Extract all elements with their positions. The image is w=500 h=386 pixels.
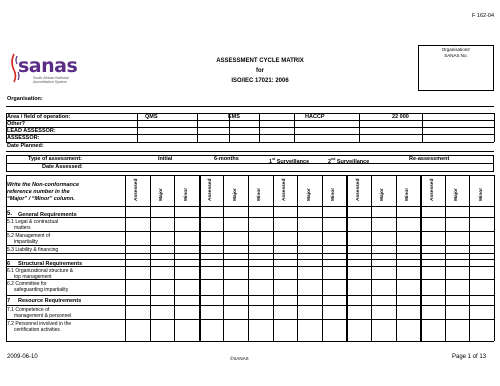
logo-tagline-1: South African National xyxy=(33,76,69,80)
logo-tagline-2: Accreditation System xyxy=(33,80,67,84)
sanas-number-label-1: Organisations' xyxy=(441,47,471,52)
date-assessed-label: Date Assessed: xyxy=(42,164,83,170)
column-header-minor: Minor xyxy=(478,187,484,201)
row-5-1: 5.1 Legal & contractual xyxy=(7,219,59,225)
column-header-major: Major xyxy=(232,188,238,201)
grid-line xyxy=(200,175,201,341)
grid-line xyxy=(421,175,422,341)
footer-copyright: ©SANAS xyxy=(230,356,249,361)
row-7-2b: certification activities xyxy=(14,327,60,333)
column-header-minor: Minor xyxy=(257,187,263,201)
grid-line xyxy=(347,175,348,341)
six-months-label: 6-months xyxy=(214,156,239,162)
instruction-line-3: “Major” / “Minor” column. xyxy=(7,196,75,202)
instruction-line-1: Write the Non-conformance xyxy=(7,182,80,188)
footer-page: Page 1 of 13 xyxy=(452,354,487,360)
n22000-label: 22 000 xyxy=(392,114,409,120)
qms-label: QMS xyxy=(145,114,158,120)
section-5-title: General Requirements xyxy=(18,212,77,218)
column-header-major: Major xyxy=(158,188,164,201)
row-7-1b: management & personnel xyxy=(14,313,72,319)
grid-line xyxy=(248,175,249,341)
column-header-major: Major xyxy=(306,188,312,201)
ems-label: EMS xyxy=(228,114,240,120)
column-header-major: Major xyxy=(380,188,386,201)
section-6-title: Structural Requirements xyxy=(18,261,83,267)
doc-title: ASSESSMENT CYCLE MATRIX xyxy=(216,58,304,64)
column-header-assessed: Assessed xyxy=(208,178,214,201)
grid-line xyxy=(469,175,470,341)
column-header-major: Major xyxy=(454,188,460,201)
grid-line xyxy=(445,175,446,341)
doc-standard: ISO/IEC 17021: 2006 xyxy=(231,78,289,84)
section-6-number: 6 xyxy=(7,261,11,267)
reassessment-label: Re-assessment xyxy=(409,156,450,162)
instruction-line-2: reference number in the xyxy=(7,189,70,195)
assessor-label: ASSESSOR: xyxy=(7,135,40,141)
sanas-number-label-2: SANAS No. xyxy=(444,53,468,58)
grid-line xyxy=(174,175,175,341)
grid-line xyxy=(494,175,495,341)
row-5-1b: matters xyxy=(14,225,31,231)
other-label: Other? xyxy=(7,121,26,127)
row-5-3: 5.3 Liability & financing xyxy=(7,247,59,253)
row-5-2: 5.2 Management of xyxy=(7,233,51,239)
section-7-number: 7 xyxy=(7,298,11,304)
column-header-minor: Minor xyxy=(183,187,189,201)
column-header-minor: Minor xyxy=(331,187,337,201)
column-header-assessed: Assessed xyxy=(281,178,287,201)
section-5-number: 5. xyxy=(7,211,13,217)
first-surveillance-label: 1st Surveillance xyxy=(269,157,310,165)
row-6-2b: safeguarding impartiality xyxy=(14,287,69,293)
haccp-label: HACCP xyxy=(305,114,325,120)
grid-line xyxy=(125,175,126,341)
grid-line xyxy=(6,341,494,342)
date-planned-label: Date Planned: xyxy=(7,143,44,149)
footer-date: 2009-06-10 xyxy=(7,354,38,360)
second-surveillance-label: 2nd Surveillance xyxy=(328,157,370,165)
column-header-assessed: Assessed xyxy=(134,178,140,201)
column-header-assessed: Assessed xyxy=(355,178,361,201)
column-header-minor: Minor xyxy=(404,187,410,201)
grid-line xyxy=(371,175,372,341)
grid-line xyxy=(396,175,397,341)
grid-line xyxy=(150,175,151,341)
lead-assessor-label: LEAD ASSESSOR: xyxy=(7,128,56,134)
row-6-1: 6.1 Organizational structure & xyxy=(7,268,74,274)
form-code: F 162-04 xyxy=(472,13,495,19)
area-label: Area / field of operation: xyxy=(7,114,71,120)
row-6-1b: top management xyxy=(14,274,52,280)
grid-line xyxy=(273,175,274,341)
row-6-2: 6.2 Committee for xyxy=(7,281,47,287)
row-7-2: 7.2 Personnel involved in the xyxy=(7,321,72,327)
grid-line xyxy=(322,175,323,341)
column-header-assessed: Assessed xyxy=(429,178,435,201)
logo-wordmark: sanas xyxy=(18,55,78,77)
organisation-label: Organisation: xyxy=(7,96,43,102)
doc-title-for: for xyxy=(256,68,264,74)
type-of-assessment-label: Type of assessment: xyxy=(28,156,83,162)
row-5-2b: impartiality xyxy=(14,239,38,245)
section-7-title: Resource Requirements xyxy=(18,298,82,304)
grid-line xyxy=(223,175,224,341)
initial-label: Initial xyxy=(158,156,173,162)
grid-line xyxy=(297,175,298,341)
row-7-1: 7.1 Competence of xyxy=(7,307,50,313)
